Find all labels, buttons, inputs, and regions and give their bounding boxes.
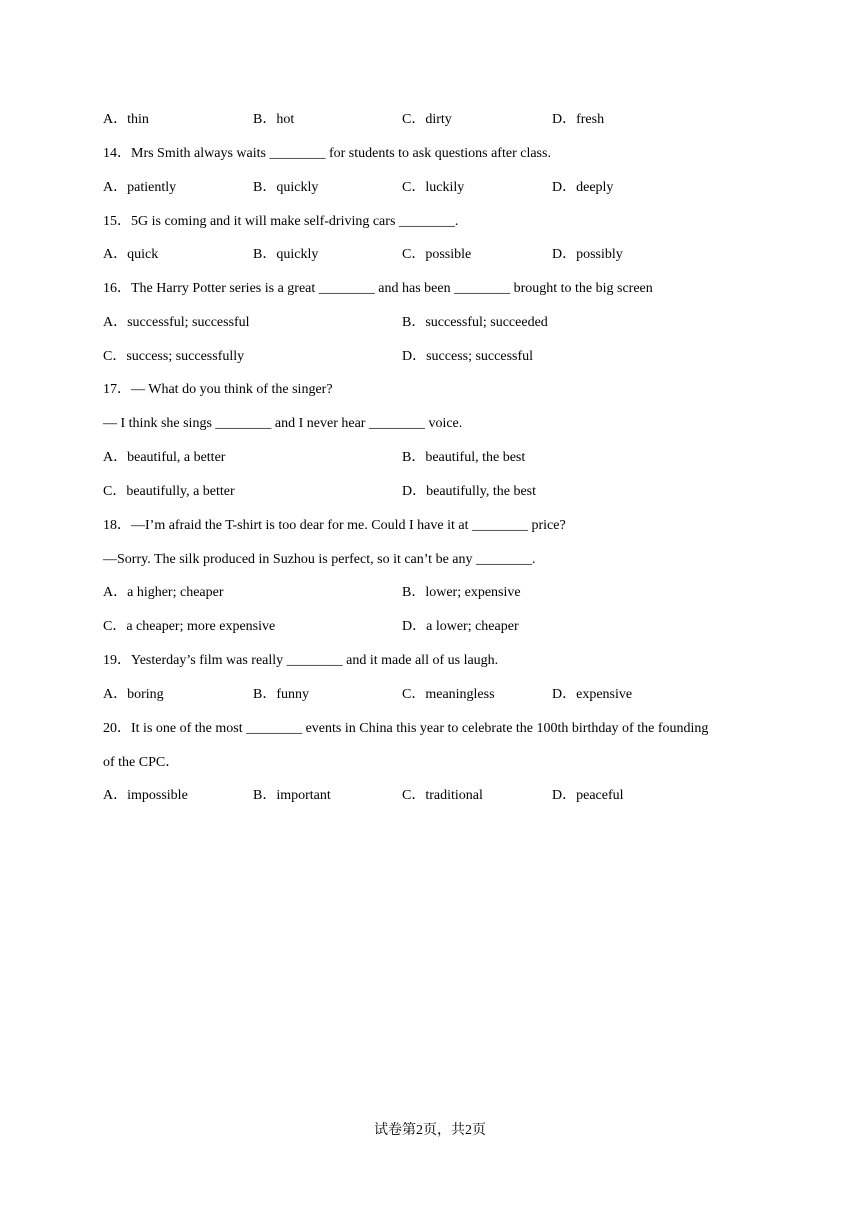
- q20-option-b: B．important: [253, 788, 331, 803]
- q15-option-b: B．quickly: [253, 247, 319, 262]
- q17-option-d: D．beautifully, the best: [402, 484, 537, 499]
- q19-stem: 19．Yesterday’s film was really ________ and it made all of us laugh.: [103, 653, 499, 668]
- q15-option-a: A．quick: [103, 247, 159, 262]
- q15-option-d: D．possibly: [552, 247, 623, 262]
- q18-option-b: B．lower; expensive: [402, 585, 521, 600]
- q17-option-b: B．beautiful, the best: [402, 450, 526, 465]
- q18-stem-line1: 18．—I’m afraid the T-shirt is too dear for me. Could I have it at ________ price?: [103, 518, 566, 533]
- q16-option-c: C．success; successfully: [103, 349, 245, 364]
- q14-option-c: C．luckily: [402, 180, 465, 195]
- q19-option-d: D．expensive: [552, 687, 633, 702]
- q15-option-c: C．possible: [402, 247, 472, 262]
- q16-stem: 16．The Harry Potter series is a great ________ and has been ________ brought to the big screen: [103, 281, 653, 296]
- q18-stem-line2: —Sorry. The silk produced in Suzhou is perfect, so it can’t be any ________.: [103, 552, 536, 567]
- page-footer: 试卷第2页，共2页: [374, 1123, 486, 1138]
- q18-option-d: D．a lower; cheaper: [402, 619, 519, 634]
- q17-stem-line2: — I think she sings ________ and I never hear ________ voice.: [103, 416, 463, 431]
- q19-option-a: A．boring: [103, 687, 164, 702]
- q16-option-b: B．successful; succeeded: [402, 315, 548, 330]
- q20-option-a: A．impossible: [103, 788, 188, 803]
- q14-option-a: A．patiently: [103, 180, 177, 195]
- q17-option-c: C．beautifully, a better: [103, 484, 235, 499]
- q20-option-d: D．peaceful: [552, 788, 624, 803]
- q14-option-b: B．quickly: [253, 180, 319, 195]
- q19-option-b: B．funny: [253, 687, 309, 702]
- q13-option-a: A．thin: [103, 112, 149, 127]
- q20-stem-line2: of the CPC．: [103, 755, 180, 770]
- q18-option-c: C．a cheaper; more expensive: [103, 619, 276, 634]
- q18-option-a: A．a higher; cheaper: [103, 585, 224, 600]
- q17-option-a: A．beautiful, a better: [103, 450, 226, 465]
- q14-option-d: D．deeply: [552, 180, 614, 195]
- q13-option-d: D．fresh: [552, 112, 605, 127]
- q16-option-a: A．successful; successful: [103, 315, 250, 330]
- q14-stem: 14．Mrs Smith always waits ________ for students to ask questions after class.: [103, 146, 551, 161]
- q15-stem: 15．5G is coming and it will make self-driving cars ________.: [103, 214, 459, 229]
- q19-option-c: C．meaningless: [402, 687, 495, 702]
- q13-option-b: B．hot: [253, 112, 295, 127]
- q13-option-c: C．dirty: [402, 112, 452, 127]
- q20-option-c: C．traditional: [402, 788, 483, 803]
- q20-stem-line1: 20．It is one of the most ________ events in China this year to celebrate the 100th birthday of the founding: [103, 721, 709, 736]
- q16-option-d: D．success; successful: [402, 349, 534, 364]
- q17-stem-line1: 17．— What do you think of the singer?: [103, 382, 333, 397]
